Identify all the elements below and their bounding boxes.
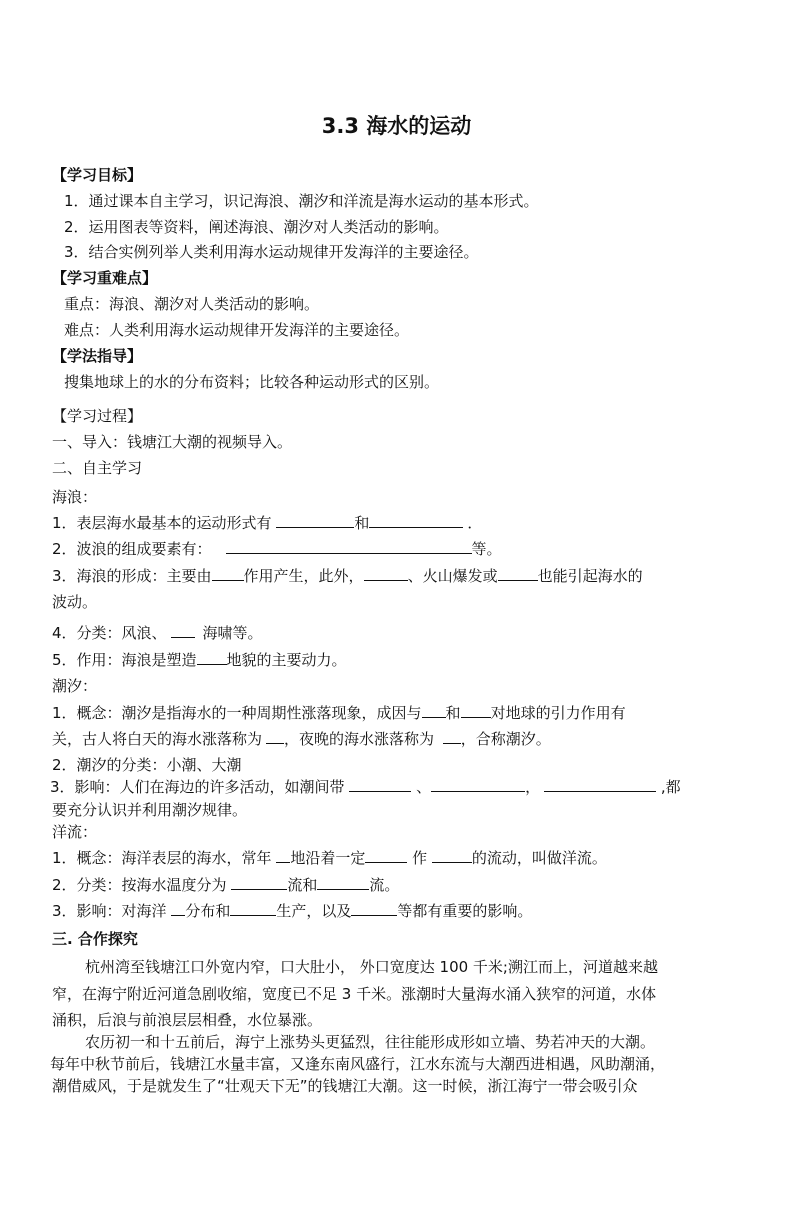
question-text: ，合称潮汐。 bbox=[460, 730, 551, 748]
coop-paragraph-2-line-1: 农历初一和十五前后，海宁上涨势头更猛烈，往往能形成形如立墙、势若冲天的大潮。 bbox=[85, 1033, 656, 1051]
answer-blank[interactable] bbox=[498, 566, 538, 581]
method-text: 搜集地球上的水的分布资料；比较各种运动形式的区别。 bbox=[64, 373, 440, 391]
tides-label: 潮汐： bbox=[52, 677, 98, 695]
question-text: 等都有重要的影响。 bbox=[397, 902, 533, 920]
coop-heading: 三. 合作探究 bbox=[52, 930, 138, 948]
question-text: 海啸等。 bbox=[202, 624, 263, 642]
question-text: 、火山爆发或 bbox=[407, 567, 498, 585]
waves-question-3 bbox=[52, 566, 643, 586]
question-text: 流。 bbox=[369, 876, 400, 894]
waves-question-4 bbox=[52, 623, 263, 643]
coop-paragraph-1-line-1: 杭州湾至钱塘江口外宽内窄，口大肚小， 外口宽度达 100 千米;溯江而上，河道越来越 bbox=[85, 958, 658, 976]
question-text: 5．作用：海浪是塑造 bbox=[52, 651, 197, 669]
waves-label: 海浪： bbox=[52, 488, 98, 506]
tides-question-1 bbox=[52, 703, 626, 723]
question-text: 3．海浪的形成：主要由 bbox=[52, 567, 212, 585]
answer-blank[interactable] bbox=[432, 848, 472, 863]
process-heading: 【学习过程】 bbox=[52, 407, 143, 425]
answer-blank[interactable] bbox=[544, 777, 656, 792]
answer-blank[interactable] bbox=[349, 777, 411, 792]
question-text: 2．波浪的组成要素有： bbox=[52, 540, 212, 558]
question-text: 4．分类：风浪、 bbox=[52, 624, 167, 642]
question-text: ， bbox=[525, 778, 541, 796]
answer-blank[interactable] bbox=[443, 729, 461, 744]
self-study-heading: 二、自主学习 bbox=[52, 459, 143, 477]
question-text: 等。 bbox=[471, 540, 502, 558]
waves-question-2 bbox=[52, 539, 502, 559]
coop-paragraph-2-line-3: 潮借威风，于是就发生了“壮观天下无”的钱塘江大潮。这一时候，浙江海宁一带会吸引众 bbox=[52, 1077, 638, 1095]
keypoint-difficulty: 难点：人类利用海水运动规律开发海洋的主要途径。 bbox=[64, 321, 410, 339]
answer-blank[interactable] bbox=[197, 650, 227, 665]
intro-line: 一、导入：钱塘江大潮的视频导入。 bbox=[52, 433, 293, 451]
question-text: 3．影响：对海洋 bbox=[52, 902, 172, 920]
question-text: 也能引起海水的 bbox=[537, 567, 643, 585]
answer-blank[interactable] bbox=[351, 901, 397, 916]
answer-blank[interactable] bbox=[369, 513, 463, 528]
question-text: 作 bbox=[407, 849, 432, 867]
answer-blank[interactable] bbox=[422, 703, 446, 718]
currents-question-3 bbox=[52, 901, 532, 921]
currents-question-2 bbox=[52, 875, 399, 895]
waves-question-1 bbox=[52, 513, 482, 533]
question-text: 和 bbox=[354, 514, 370, 532]
keypoints-heading: 【学习重难点】 bbox=[52, 269, 158, 287]
question-text: ，夜晚的海水涨落称为 bbox=[284, 730, 439, 748]
goal-item-2: 2．运用图表等资料，阐述海浪、潮汐对人类活动的影响。 bbox=[64, 218, 449, 236]
question-text: 和 bbox=[445, 704, 461, 722]
goal-item-1: 1．通过课本自主学习，识记海浪、潮汐和洋流是海水运动的基本形式。 bbox=[64, 192, 539, 210]
answer-blank[interactable] bbox=[276, 848, 290, 863]
page-title: 3.3 海水的运动 bbox=[321, 114, 472, 138]
answer-blank[interactable] bbox=[230, 901, 276, 916]
question-text: 2．分类：按海水温度分为 bbox=[52, 876, 232, 894]
currents-question-1 bbox=[52, 848, 607, 868]
goal-item-3: 3．结合实例列举人类利用海水运动规律开发海洋的主要途径。 bbox=[64, 243, 479, 261]
answer-blank[interactable] bbox=[171, 623, 195, 638]
coop-paragraph-2-line-2: 每年中秋节前后，钱塘江水量丰富，又逢东南风盛行，江水东流与大潮西进相遇，风助潮涌， bbox=[50, 1055, 666, 1073]
question-text: 的流动，叫做洋流。 bbox=[471, 849, 607, 867]
question-text: 关，古人将白天的海水涨落称为 bbox=[52, 730, 263, 748]
answer-blank[interactable] bbox=[431, 777, 525, 792]
answer-blank[interactable] bbox=[365, 848, 407, 863]
answer-blank[interactable] bbox=[226, 539, 472, 554]
keypoint-focus: 重点：海浪、潮汐对人类活动的影响。 bbox=[64, 295, 320, 313]
question-text: 1．概念：海洋表层的海水，常年 bbox=[52, 849, 277, 867]
answer-blank[interactable] bbox=[171, 901, 185, 916]
answer-blank[interactable] bbox=[364, 566, 408, 581]
method-heading: 【学法指导】 bbox=[52, 347, 143, 365]
question-text: 对地球的引力作用有 bbox=[490, 704, 626, 722]
goals-heading: 【学习目标】 bbox=[52, 166, 143, 184]
coop-paragraph-1-line-3: 涌积，后浪与前浪层层相叠，水位暴涨。 bbox=[52, 1011, 323, 1029]
question-text: 地貌的主要动力。 bbox=[226, 651, 347, 669]
question-text: 分布和 bbox=[185, 902, 231, 920]
tides-question-1-cont bbox=[52, 729, 551, 749]
currents-label: 洋流： bbox=[52, 823, 98, 841]
answer-blank[interactable] bbox=[212, 566, 244, 581]
waves-question-5 bbox=[52, 650, 347, 670]
coop-paragraph-1-line-2: 窄，在海宁附近河道急剧收缩，宽度已不足 3 千米。涨潮时大量海水涌入狭窄的河道，水体 bbox=[52, 985, 657, 1003]
tides-question-3 bbox=[50, 777, 681, 797]
question-text: ． bbox=[467, 514, 483, 532]
tides-question-3-cont: 要充分认识并利用潮汐规律。 bbox=[52, 801, 248, 819]
question-text: 1．概念：潮汐是指海水的一种周期性涨落现象，成因与 bbox=[52, 704, 422, 722]
question-text: ,都 bbox=[656, 778, 681, 796]
tides-question-2: 2．潮汐的分类：小潮、大潮 bbox=[52, 756, 242, 774]
question-text: 1．表层海水最基本的运动形式有 bbox=[52, 514, 277, 532]
question-text: 流和 bbox=[287, 876, 318, 894]
answer-blank[interactable] bbox=[317, 875, 369, 890]
question-text: 、 bbox=[411, 778, 432, 796]
answer-blank[interactable] bbox=[461, 703, 491, 718]
waves-question-3-cont: 波动。 bbox=[52, 593, 98, 611]
question-text: 生产，以及 bbox=[276, 902, 352, 920]
question-text: 作用产生，此外， bbox=[243, 567, 364, 585]
question-text: 3．影响：人们在海边的许多活动，如潮间带 bbox=[50, 778, 350, 796]
question-text: 地沿着一定 bbox=[290, 849, 366, 867]
answer-blank[interactable] bbox=[231, 875, 287, 890]
answer-blank[interactable] bbox=[266, 729, 284, 744]
answer-blank[interactable] bbox=[276, 513, 354, 528]
